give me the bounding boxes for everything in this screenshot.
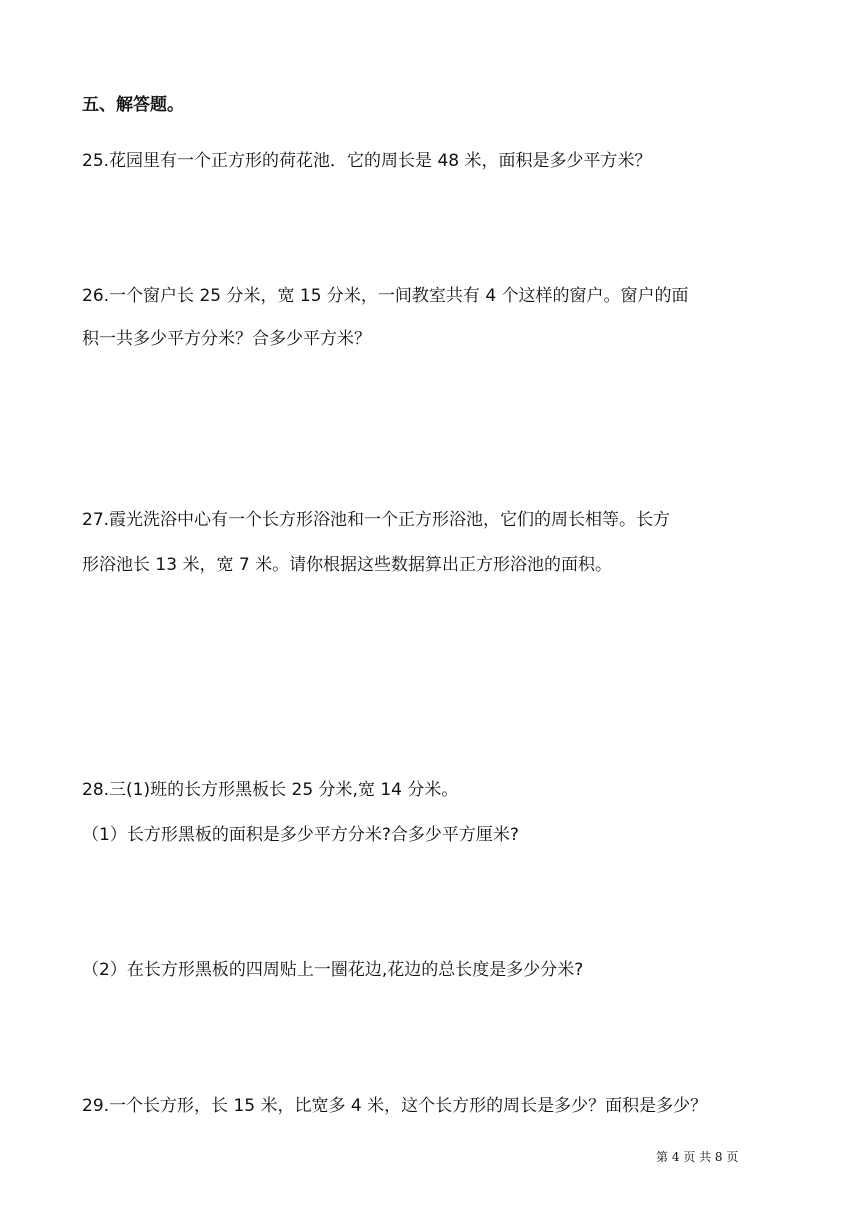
question-27-line-1: 27.霞光洗浴中心有一个长方形浴池和一个正方形浴池，它们的周长相等。长方	[82, 510, 671, 530]
question-26-line-2: 积一共多少平方分米？合多少平方米？	[82, 329, 371, 349]
question-28-part-2: （2）在长方形黑板的四周贴上一圈花边,花边的总长度是多少分米?	[82, 960, 584, 980]
question-27-line-2: 形浴池长 13 米，宽 7 米。请你根据这些数据算出正方形浴池的面积。	[82, 555, 613, 575]
page-number-footer: 第 4 页 共 8 页	[656, 1150, 739, 1164]
question-25: 25.花园里有一个正方形的荷花池．它的周长是 48 米，面积是多少平方米？	[82, 151, 652, 171]
question-29: 29.一个长方形，长 15 米，比宽多 4 米，这个长方形的周长是多少？面积是多少？	[82, 1096, 708, 1116]
question-28-part-1: （1）长方形黑板的面积是多少平方分米?合多少平方厘米?	[82, 825, 519, 845]
question-26-line-1: 26.一个窗户长 25 分米，宽 15 分米，一间教室共有 4 个这样的窗户。窗户的面	[82, 286, 689, 306]
section-title: 五、解答题。	[82, 95, 184, 115]
question-28: 28.三(1)班的长方形黑板长 25 分米,宽 14 分米。	[82, 780, 459, 800]
